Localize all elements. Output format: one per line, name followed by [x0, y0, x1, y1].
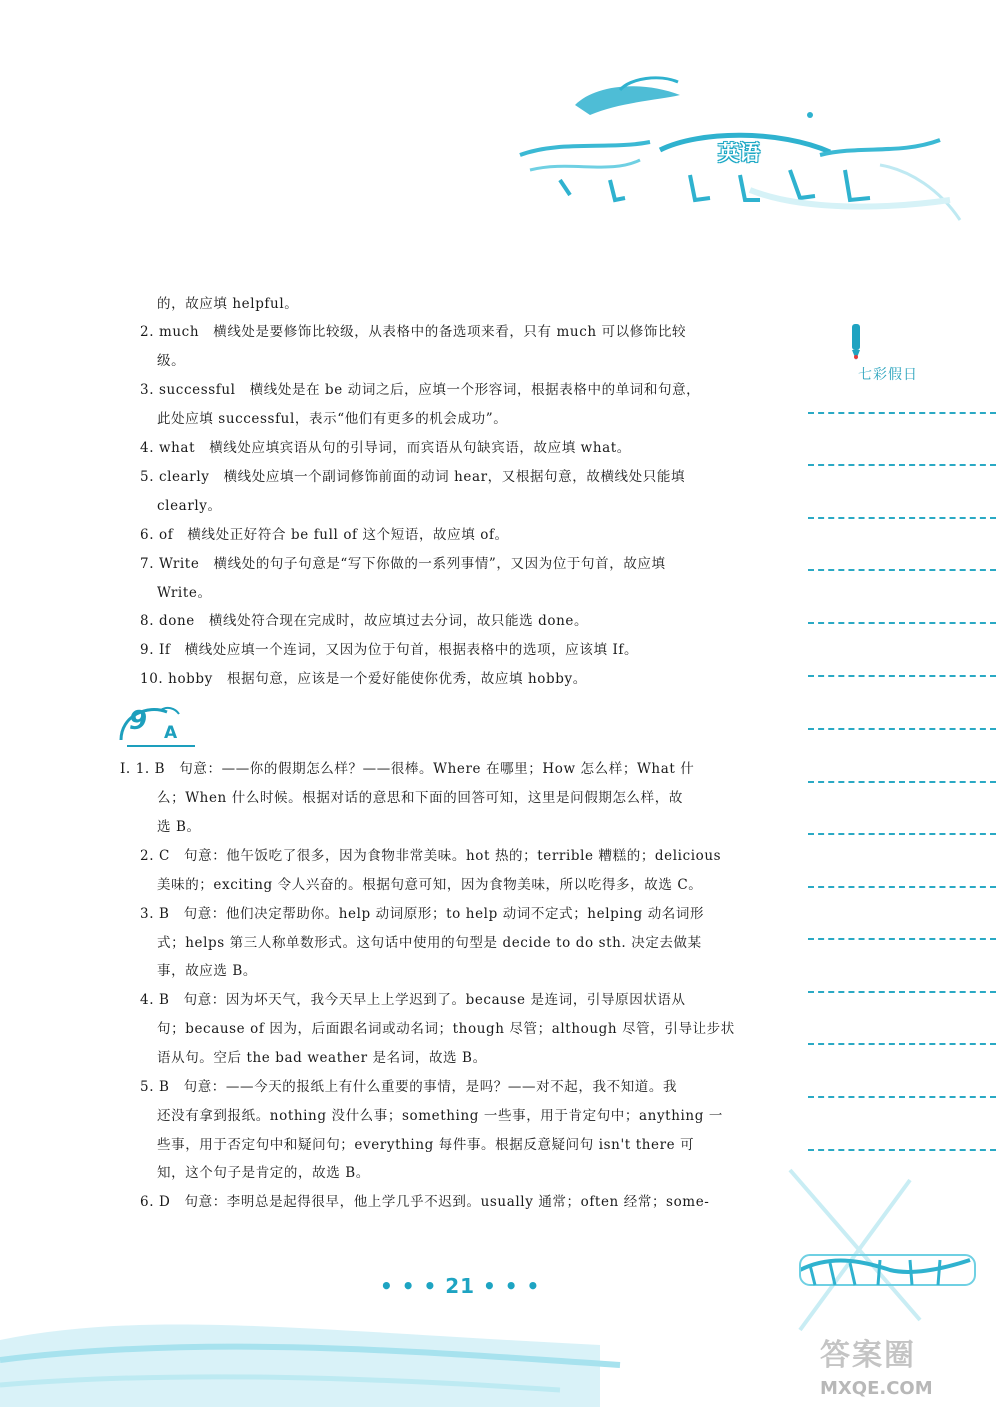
note-line [808, 412, 996, 414]
answer-line: 此处应填 successful，表示“他们有更多的机会成功”。 [157, 411, 508, 427]
answer-line: 知，这个句子是肯定的，故选 B。 [157, 1165, 370, 1181]
answer-line: 级。 [157, 353, 186, 369]
note-line [808, 675, 996, 677]
note-line [808, 728, 996, 730]
answer-line: 还没有拿到报纸。nothing 没什么事；something 一些事，用于肯定句中；anything 一 [157, 1108, 723, 1124]
section-number: 9 [129, 706, 148, 736]
note-line [808, 517, 996, 519]
answer-line: 事，故应选 B。 [157, 963, 258, 979]
note-line [808, 886, 996, 888]
answer-line: 美味的；exciting 令人兴奋的。根据句意可知，因为食物美味，所以吃得多，故选 C。 [157, 877, 703, 893]
answer-line: 语从句。空后 the bad weather 是名词，故选 B。 [157, 1050, 487, 1066]
answer-line: 7. Write 横线处的句子句意是“写下你做的一系列事情”，又因为位于句首，故应填 [140, 556, 666, 572]
note-line [808, 464, 996, 466]
answer-line: 2. much 横线处是要修饰比较级，从表格中的备选项来看，只有 much 可以修饰比较 [140, 324, 687, 340]
answer-line: 8. done 横线处符合现在完成时，故应填过去分词，故只能选 done。 [140, 613, 589, 629]
answer-line: 9. If 横线处应填一个连词，又因为位于句首，根据表格中的选项，应该填 If。 [140, 642, 639, 658]
note-line [808, 991, 996, 993]
answer-line: 4. what 横线处应填宾语从句的引导词，而宾语从句缺宾语，故应填 what。 [140, 440, 631, 456]
answer-line: clearly。 [157, 498, 222, 514]
answer-line: 10. hobby 根据句意，应该是一个爱好能使你优秀，故应填 hobby。 [140, 671, 587, 687]
answer-line: 选 B。 [157, 819, 201, 835]
answer-line: 式；helps 第三人称单数形式。这句话中使用的句型是 decide to do sth. 决定去做某 [157, 935, 702, 951]
answer-line: 3. B 句意：他们决定帮助你。help 动词原形；to help 动词不定式；helping 动名词形 [140, 906, 705, 922]
answer-line: 些事，用于否定句中和疑问句；everything 每件事。根据反意疑问句 isn't there 可 [157, 1137, 695, 1153]
answer-line: 3. successful 横线处是在 be 动词之后，应填一个形容词，根据表格中的单词和句意， [140, 382, 701, 398]
answer-line: 6. D 句意：李明总是起得很早，他上学几乎不迟到。usually 通常；often 经常；some- [140, 1194, 710, 1210]
answer-line: Ⅰ. 1. B 句意：——你的假期怎么样？——很棒。Where 在哪里；How 怎么样；What 什 [120, 761, 695, 777]
answer-line: 句；because of 因为，后面跟名词或动名词；though 尽管；although 尽管，引导让步状 [157, 1021, 735, 1037]
note-line [808, 781, 996, 783]
answer-line: Write。 [157, 585, 212, 601]
answer-line: 么；When 什么时候。根据对话的意思和下面的回答可知，这里是问假期怎么样，故 [157, 790, 683, 806]
answer-line: 2. C 句意：他午饭吃了很多，因为食物非常美味。hot 热的；terrible 糟糕的；delicious [140, 848, 722, 864]
answer-line: 5. B 句意：——今天的报纸上有什么重要的事情，是吗？——对不起，我不知道。我 [140, 1079, 678, 1095]
note-line [808, 622, 996, 624]
answer-line: 5. clearly 横线处应填一个副词修饰前面的动词 hear，又根据句意，故横线处只能填 [140, 469, 686, 485]
note-line [808, 1096, 996, 1098]
watermark-logo: 答案圈 [820, 1338, 916, 1373]
watermark-url: MXQE.COM [820, 1378, 933, 1399]
note-line [808, 1149, 996, 1151]
answer-line: 4. B 句意：因为坏天气，我今天早上上学迟到了。because 是连词，引导原因状语从 [140, 992, 686, 1008]
page-number: • • • 21 • • • [380, 1274, 541, 1298]
note-line [808, 569, 996, 571]
header-title: 英语 [718, 141, 760, 165]
pen-icon [846, 322, 866, 362]
note-line [808, 833, 996, 835]
section-letter: A [164, 723, 178, 743]
sidebar-label: 七彩假日 [858, 367, 918, 383]
answer-line: 的，故应填 helpful。 [157, 296, 299, 312]
note-line [808, 938, 996, 940]
note-line [808, 1043, 996, 1045]
answer-line: 6. of 横线处正好符合 be full of 这个短语，故应填 of。 [140, 527, 509, 543]
